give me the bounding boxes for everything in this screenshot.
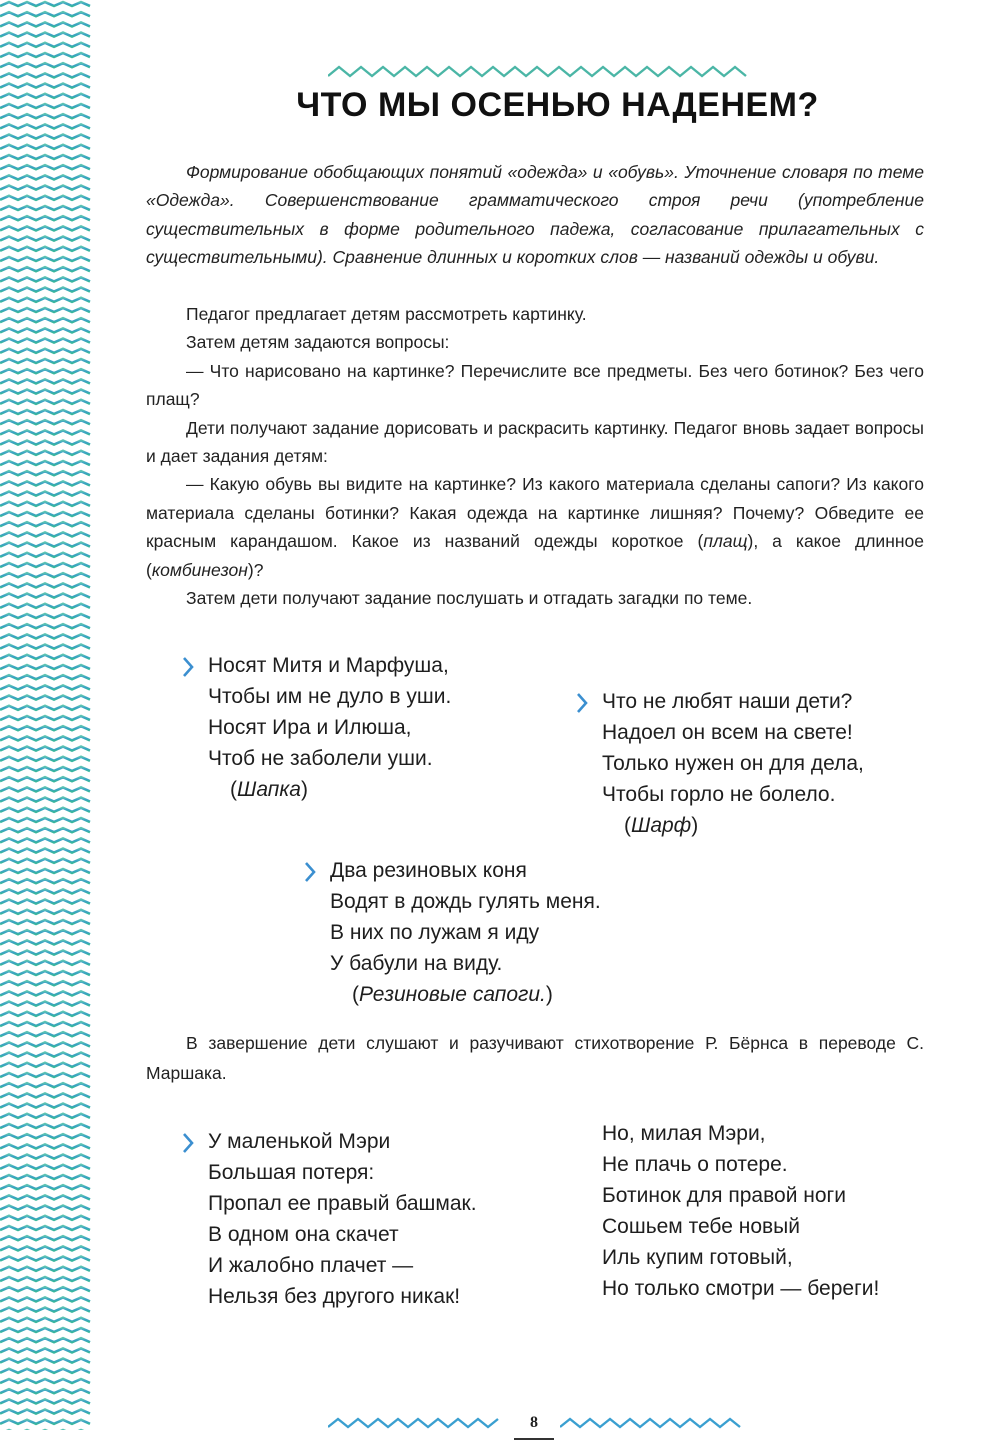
zigzag-row xyxy=(0,1114,90,1118)
zigzag-row xyxy=(0,1002,90,1006)
zigzag-row xyxy=(0,685,90,689)
zigzag-row xyxy=(0,1155,90,1159)
riddle-line: Чтобы горло не болело. xyxy=(602,783,836,806)
zigzag-row xyxy=(0,73,90,77)
riddle-2 xyxy=(602,686,864,841)
zigzag-row xyxy=(0,124,90,128)
zigzag-row xyxy=(0,53,90,57)
bottom-wave-decoration-left xyxy=(328,1416,508,1430)
zigzag-row xyxy=(0,736,90,740)
zigzag-row xyxy=(0,410,90,414)
riddle-line: В них по лужам я иду xyxy=(330,921,540,944)
zigzag-row xyxy=(0,716,90,720)
zigzag-row xyxy=(0,318,90,322)
zigzag-row xyxy=(0,369,90,373)
poem-line: Нельзя без другого никак! xyxy=(208,1285,461,1308)
zigzag-row xyxy=(0,186,90,190)
zigzag-row xyxy=(0,328,90,332)
zigzag-row xyxy=(0,787,90,791)
riddle-1 xyxy=(208,650,451,805)
zigzag-row xyxy=(0,1420,90,1424)
zigzag-row xyxy=(0,1195,90,1199)
poem-column-left xyxy=(208,1126,477,1312)
body-paragraph-3: — Что нарисовано на картинке? Перечислите все предметы. Без чего ботинок? Без чего плащ? xyxy=(146,360,924,410)
zigzag-row xyxy=(0,981,90,985)
zigzag-row xyxy=(0,665,90,669)
zigzag-row xyxy=(0,1410,90,1414)
zigzag-row xyxy=(0,940,90,944)
zigzag-row xyxy=(0,1206,90,1210)
zigzag-row xyxy=(0,573,90,577)
zigzag-row xyxy=(0,84,90,88)
zigzag-row xyxy=(0,757,90,761)
zigzag-row xyxy=(0,196,90,200)
body-paragraph-1: Педагог предлагает детям рассмотреть картинку. xyxy=(186,304,587,324)
zigzag-row xyxy=(0,920,90,924)
zigzag-row xyxy=(0,1308,90,1312)
zigzag-row xyxy=(0,583,90,587)
zigzag-row xyxy=(0,512,90,516)
zigzag-row xyxy=(0,155,90,159)
poem-line: Иль купим готовый, xyxy=(602,1246,793,1269)
riddle-line: Водят в дождь гулять меня. xyxy=(330,890,601,913)
zigzag-row xyxy=(0,390,90,394)
zigzag-row xyxy=(0,563,90,567)
zigzag-row xyxy=(0,655,90,659)
conclusion-paragraph: В завершение дети слушают и разучивают стихотворение Р. Бёрнса в переводе С. Маршака. xyxy=(146,1033,924,1083)
italic-word-kombinezon: комбинезон xyxy=(151,559,248,580)
zigzag-row xyxy=(0,1236,90,1240)
intro-text: Формирование обобщающих понятий «одежда» и «обувь». Уточнение словаря по теме «Одежда». Совершенствование грамматического строя речи (употребление существительных в форме родительного падежа, согласование прилагательных с существительными). Сравнение длинных и коротких слов — названий одежды и обуви. xyxy=(146,162,924,268)
zigzag-row xyxy=(0,1063,90,1067)
poem-line: В одном она скачет xyxy=(208,1223,399,1246)
zigzag-row xyxy=(0,1348,90,1352)
zigzag-row xyxy=(0,2,90,6)
poem-line: Но, милая Мэри, xyxy=(602,1122,766,1145)
zigzag-row xyxy=(0,624,90,628)
zigzag-row xyxy=(0,1297,90,1301)
zigzag-row xyxy=(0,481,90,485)
poem-line: Ботинок для правой ноги xyxy=(602,1184,846,1207)
zigzag-row xyxy=(0,900,90,904)
page-title: ЧТО МЫ ОСЕНЬЮ НАДЕНЕМ? xyxy=(296,86,819,124)
poem-line: Пропал ее правый башмак. xyxy=(208,1192,477,1215)
zigzag-row xyxy=(0,298,90,302)
zigzag-row xyxy=(0,767,90,771)
zigzag-row xyxy=(0,400,90,404)
riddle-line: Носят Митя и Марфуша, xyxy=(208,654,449,677)
zigzag-row xyxy=(0,308,90,312)
zigzag-row xyxy=(0,1318,90,1322)
zigzag-row xyxy=(0,1083,90,1087)
poem-line: Большая потеря: xyxy=(208,1161,375,1184)
zigzag-row xyxy=(0,696,90,700)
poem-line: Не плачь о потере. xyxy=(602,1153,788,1176)
zigzag-row xyxy=(0,441,90,445)
riddle-line: У бабули на виду. xyxy=(330,952,503,975)
zigzag-row xyxy=(0,879,90,883)
zigzag-row xyxy=(0,971,90,975)
zigzag-row xyxy=(0,145,90,149)
zigzag-row xyxy=(0,1226,90,1230)
zigzag-row xyxy=(0,859,90,863)
zigzag-row xyxy=(0,1093,90,1097)
chevron-right-icon xyxy=(182,1132,194,1154)
zigzag-row xyxy=(0,1287,90,1291)
riddle-line: Что не любят наши дети? xyxy=(602,690,853,713)
zigzag-row xyxy=(0,614,90,618)
zigzag-row xyxy=(0,63,90,67)
zigzag-row xyxy=(0,1328,90,1332)
zigzag-row xyxy=(0,43,90,47)
chevron-right-icon xyxy=(304,861,316,883)
body-paragraph-2: Затем детям задаются вопросы: xyxy=(186,332,450,353)
zigzag-row xyxy=(0,604,90,608)
zigzag-row xyxy=(0,1053,90,1057)
zigzag-row xyxy=(0,634,90,638)
body-paragraph-5 xyxy=(146,470,924,584)
zigzag-row xyxy=(0,339,90,343)
zigzag-row xyxy=(0,277,90,281)
zigzag-row xyxy=(0,961,90,965)
riddle-answer: (Шарф) xyxy=(624,814,699,837)
zigzag-row xyxy=(0,502,90,506)
zigzag-row xyxy=(0,1165,90,1169)
zigzag-row xyxy=(0,1134,90,1138)
body-paragraph-4: Дети получают задание дорисовать и раскрасить картинку. Педагог вновь задает вопросы и дает задания детям: xyxy=(146,417,924,467)
zigzag-row xyxy=(0,818,90,822)
zigzag-row xyxy=(0,1359,90,1363)
text-fragment: ), а какое длинное ( xyxy=(146,531,924,580)
zigzag-row xyxy=(0,1073,90,1077)
poem-line: Сошьем тебе новый xyxy=(602,1215,800,1238)
poem-line: И жалобно плачет — xyxy=(208,1254,414,1277)
riddle-line: Только нужен он для дела, xyxy=(602,752,864,775)
poem-line: У маленькой Мэри xyxy=(208,1130,391,1153)
page-number: 8 xyxy=(530,1414,538,1431)
zigzag-row xyxy=(0,216,90,220)
riddle-line: Чтобы им не дуло в уши. xyxy=(208,685,452,708)
zigzag-row xyxy=(0,798,90,802)
zigzag-row xyxy=(0,359,90,363)
zigzag-row xyxy=(0,22,90,26)
zigzag-row xyxy=(0,104,90,108)
zigzag-row xyxy=(0,532,90,536)
zigzag-row xyxy=(0,1144,90,1148)
zigzag-row xyxy=(0,226,90,230)
zigzag-row xyxy=(0,12,90,16)
zigzag-row xyxy=(0,1175,90,1179)
zigzag-row xyxy=(0,828,90,832)
zigzag-row xyxy=(0,1277,90,1281)
riddle-line: Носят Ира и Илюша, xyxy=(208,716,412,739)
zigzag-row xyxy=(0,1185,90,1189)
zigzag-row xyxy=(0,492,90,496)
zigzag-row xyxy=(0,175,90,179)
italic-word-plashch: плащ xyxy=(703,531,748,552)
zigzag-row xyxy=(0,726,90,730)
zigzag-row xyxy=(0,349,90,353)
riddle-line: Два резиновых коня xyxy=(330,859,527,882)
zigzag-row xyxy=(0,288,90,292)
zigzag-row xyxy=(0,165,90,169)
zigzag-row xyxy=(0,645,90,649)
poem-line: Но только смотри — береги! xyxy=(602,1277,880,1300)
poem-column-right xyxy=(602,1118,879,1304)
zigzag-row xyxy=(0,1012,90,1016)
zigzag-row xyxy=(0,1338,90,1342)
zigzag-row xyxy=(0,206,90,210)
riddle-answer: (Шапка) xyxy=(230,778,308,801)
zigzag-row xyxy=(0,1216,90,1220)
top-wave-decoration xyxy=(328,64,748,80)
zigzag-row xyxy=(0,951,90,955)
zigzag-row xyxy=(0,838,90,842)
text-fragment: — Какую обувь вы видите на картинке? Из какого материала сделаны сапоги? Из какого материала сделаны ботинки? Какая одежда на картинке лишняя? Почему? Обведите ее красным карандашом. Какое из названий одежды короткое ( xyxy=(146,474,924,552)
zigzag-row xyxy=(0,553,90,557)
zigzag-row xyxy=(0,777,90,781)
zigzag-row xyxy=(0,543,90,547)
zigzag-row xyxy=(0,1124,90,1128)
zigzag-row xyxy=(0,430,90,434)
zigzag-row xyxy=(0,33,90,37)
zigzag-row xyxy=(0,1246,90,1250)
zigzag-row xyxy=(0,522,90,526)
zigzag-row xyxy=(0,420,90,424)
zigzag-row xyxy=(0,869,90,873)
text-fragment: )? xyxy=(247,559,264,580)
zigzag-row xyxy=(0,379,90,383)
zigzag-row xyxy=(0,461,90,465)
zigzag-row xyxy=(0,1104,90,1108)
zigzag-row xyxy=(0,114,90,118)
intro-paragraph xyxy=(146,158,924,272)
zigzag-row xyxy=(0,451,90,455)
zigzag-row xyxy=(0,1399,90,1403)
riddle-3 xyxy=(330,855,601,1010)
zigzag-row xyxy=(0,135,90,139)
zigzag-row xyxy=(0,1257,90,1261)
zigzag-row xyxy=(0,257,90,261)
bottom-wave-decoration-right xyxy=(560,1416,746,1430)
zigzag-border-decoration xyxy=(0,0,92,1430)
body-paragraph-6: Затем дети получают задание послушать и отгадать загадки по теме. xyxy=(186,588,753,609)
riddle-line: Чтоб не заболели уши. xyxy=(208,747,433,770)
zigzag-row xyxy=(0,237,90,241)
zigzag-row xyxy=(0,1022,90,1026)
zigzag-row xyxy=(0,910,90,914)
zigzag-row xyxy=(0,889,90,893)
zigzag-row xyxy=(0,1032,90,1036)
zigzag-row xyxy=(0,930,90,934)
chevron-right-icon xyxy=(576,692,588,714)
zigzag-row xyxy=(0,247,90,251)
chevron-right-icon xyxy=(182,656,194,678)
riddle-line: Надоел он всем на свете! xyxy=(602,721,853,744)
zigzag-row xyxy=(0,1369,90,1373)
zigzag-row xyxy=(0,1042,90,1046)
zigzag-row xyxy=(0,808,90,812)
lesson-body xyxy=(146,300,924,612)
zigzag-row xyxy=(0,94,90,98)
riddle-answer: (Резиновые сапоги.) xyxy=(352,983,553,1006)
zigzag-row xyxy=(0,1379,90,1383)
zigzag-row xyxy=(0,471,90,475)
zigzag-row xyxy=(0,991,90,995)
zigzag-row xyxy=(0,594,90,598)
zigzag-row xyxy=(0,267,90,271)
zigzag-row xyxy=(0,747,90,751)
zigzag-row xyxy=(0,675,90,679)
zigzag-row xyxy=(0,706,90,710)
zigzag-row xyxy=(0,1267,90,1271)
zigzag-row xyxy=(0,1389,90,1393)
zigzag-row xyxy=(0,849,90,853)
